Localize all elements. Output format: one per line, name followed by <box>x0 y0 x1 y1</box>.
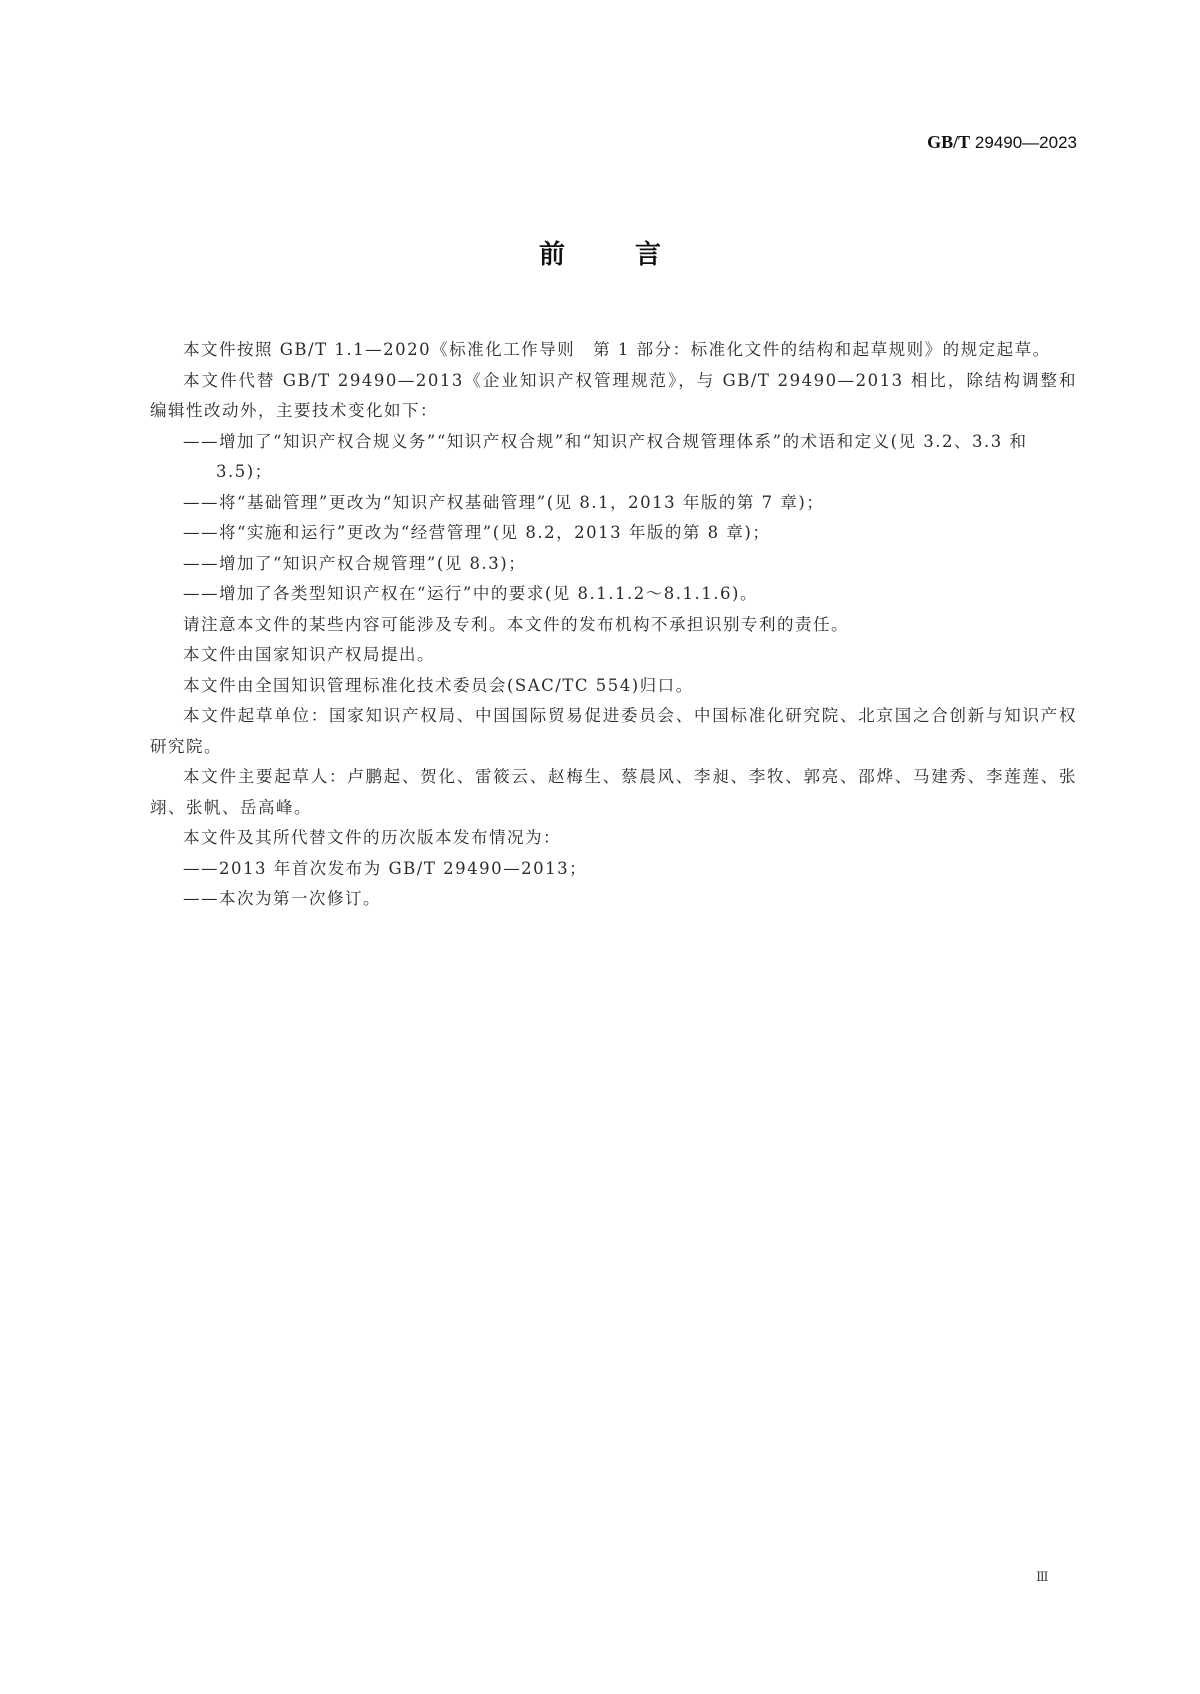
change-item: ——将“基础管理”更改为“知识产权基础管理”(见 8.1，2013 年版的第 7 章)； <box>183 492 825 512</box>
standard-number: 29490—2023 <box>974 133 1077 152</box>
change-item: ——增加了“知识产权合规管理”(见 8.3)； <box>183 553 527 573</box>
paragraph-drafting-rules: 本文件按照 GB/T 1.1—2020《标准化工作导则 第 1 部分：标准化文件的结构和起草规则》的规定起草。 <box>183 340 1051 359</box>
paragraph-proposer: 本文件由国家知识产权局提出。 <box>183 645 435 664</box>
change-item: ——增加了“知识产权合规义务”“知识产权合规”和“知识产权合规管理体系”的术语和定义(见 3.2、3.3 和 3.5)； <box>183 431 1028 481</box>
change-item: ——将“实施和运行”更改为“经营管理”(见 8.2，2013 年版的第 8 章)； <box>183 523 771 542</box>
page-title: 前言 <box>538 240 731 270</box>
paragraph-drafting-units: 本文件起草单位：国家知识产权局、中国国际贸易促进委员会、中国标准化研究院、北京国之合创新与知识产权研究院。 <box>150 706 1077 756</box>
standard-prefix: GB/T <box>927 132 971 152</box>
paragraph-replacement: 本文件代替 GB/T 29490—2013《企业知识产权管理规范》，与 GB/T 29490—2013 相比，除结构调整和编辑性改动外，主要技术变化如下： <box>150 370 1077 420</box>
paragraph-version-history: 本文件及其所代替文件的历次版本发布情况为： <box>183 828 561 847</box>
version-item: ——2013 年首次发布为 GB/T 29490—2013； <box>183 858 588 878</box>
paragraph-drafters: 本文件主要起草人：卢鹏起、贺化、雷筱云、赵梅生、蔡晨风、李昶、李牧、郭亮、邵烨、马建秀、李莲莲、张翊、张帆、岳高峰。 <box>150 767 1077 817</box>
paragraph-patent-notice: 请注意本文件的某些内容可能涉及专利。本文件的发布机构不承担识别专利的责任。 <box>183 614 849 634</box>
change-item: ——增加了各类型知识产权在“运行”中的要求(见 8.1.1.2～8.1.1.6)。 <box>183 584 758 603</box>
version-item: ——本次为第一次修订。 <box>183 889 381 908</box>
preface-body <box>150 335 1077 915</box>
paragraph-committee: 本文件由全国知识管理标准化技术委员会(SAC/TC 554)归口。 <box>183 675 694 695</box>
page-number: Ⅲ <box>1036 1570 1049 1585</box>
standard-code-header <box>927 132 1077 153</box>
